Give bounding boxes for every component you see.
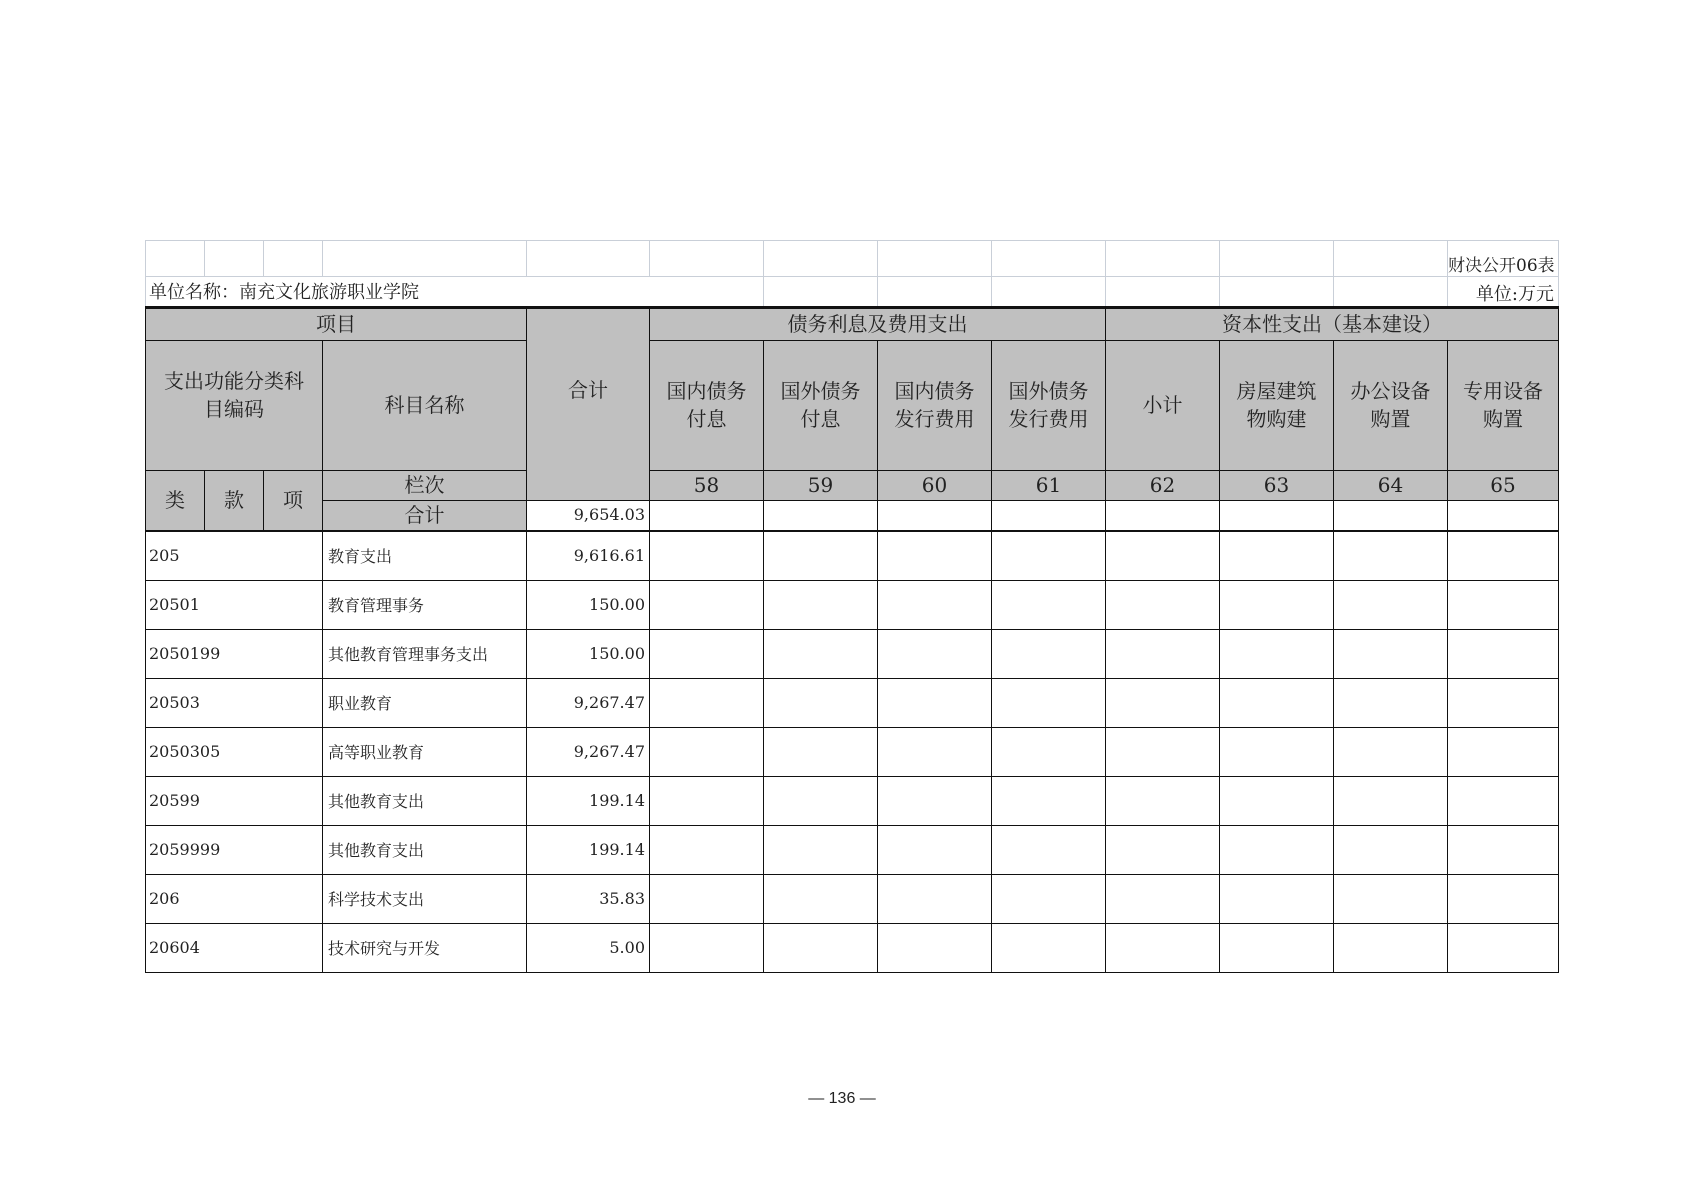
expenditure-table bbox=[145, 240, 1559, 308]
row-total: 9,267.47 bbox=[527, 727, 650, 776]
table-row bbox=[146, 629, 1559, 678]
header-sum-value: 9,654.03 bbox=[527, 500, 650, 530]
row-total: 9,267.47 bbox=[527, 678, 650, 727]
row-empty-cell bbox=[1448, 825, 1559, 874]
row-code: 2050199 bbox=[146, 629, 323, 678]
col-num-63: 63 bbox=[1220, 470, 1334, 500]
row-empty-cell bbox=[650, 776, 764, 825]
row-empty-cell bbox=[1220, 825, 1334, 874]
table-row bbox=[146, 580, 1559, 629]
header-lanci: 栏次 bbox=[323, 470, 527, 500]
header-xiang: 项 bbox=[264, 470, 323, 530]
header-col-subtotal: 小计 bbox=[1106, 340, 1220, 470]
row-empty-cell bbox=[764, 531, 878, 580]
row-empty-cell bbox=[764, 923, 878, 972]
row-subject-name: 高等职业教育 bbox=[323, 727, 527, 776]
row-code: 20604 bbox=[146, 923, 323, 972]
col-num-60: 60 bbox=[878, 470, 992, 500]
row-empty-cell bbox=[1334, 580, 1448, 629]
row-empty-cell bbox=[1334, 727, 1448, 776]
col-num-65: 65 bbox=[1448, 470, 1559, 500]
row-empty-cell bbox=[650, 678, 764, 727]
row-empty-cell bbox=[878, 825, 992, 874]
header-total: 合计 bbox=[527, 308, 650, 500]
header-col-special-equipment: 专用设备购置 bbox=[1448, 340, 1559, 470]
row-subject-name: 科学技术支出 bbox=[323, 874, 527, 923]
form-tag: 财决公开06表 bbox=[1448, 241, 1559, 277]
row-empty-cell bbox=[992, 531, 1106, 580]
unit-row bbox=[146, 277, 1559, 307]
row-subject-name: 技术研究与开发 bbox=[323, 923, 527, 972]
form-tag-row bbox=[146, 241, 1559, 277]
row-empty-cell bbox=[1334, 629, 1448, 678]
col-num-64: 64 bbox=[1334, 470, 1448, 500]
header-col-building: 房屋建筑物购建 bbox=[1220, 340, 1334, 470]
row-empty-cell bbox=[1448, 874, 1559, 923]
row-empty-cell bbox=[764, 678, 878, 727]
row-empty-cell bbox=[650, 580, 764, 629]
row-empty-cell bbox=[650, 629, 764, 678]
row-empty-cell bbox=[650, 727, 764, 776]
row-empty-cell bbox=[650, 531, 764, 580]
header-col-foreign-interest: 国外债务付息 bbox=[764, 340, 878, 470]
row-total: 150.00 bbox=[527, 580, 650, 629]
header-capital-group: 资本性支出（基本建设） bbox=[1106, 308, 1559, 340]
row-empty-cell bbox=[1106, 531, 1220, 580]
row-empty-cell bbox=[878, 678, 992, 727]
header-func-code: 支出功能分类科目编码 bbox=[146, 340, 323, 470]
row-empty-cell bbox=[878, 531, 992, 580]
header-col-foreign-issue-fee: 国外债务发行费用 bbox=[992, 340, 1106, 470]
row-subject-name: 教育支出 bbox=[323, 531, 527, 580]
col-num-59: 59 bbox=[764, 470, 878, 500]
header-kuan: 款 bbox=[205, 470, 264, 530]
table-row bbox=[146, 727, 1559, 776]
table-row bbox=[146, 678, 1559, 727]
col-num-62: 62 bbox=[1106, 470, 1220, 500]
row-empty-cell bbox=[1106, 678, 1220, 727]
row-empty-cell bbox=[992, 776, 1106, 825]
row-empty-cell bbox=[1106, 776, 1220, 825]
row-empty-cell bbox=[1448, 629, 1559, 678]
row-empty-cell bbox=[878, 776, 992, 825]
row-empty-cell bbox=[1448, 727, 1559, 776]
row-code: 20599 bbox=[146, 776, 323, 825]
row-empty-cell bbox=[1334, 531, 1448, 580]
col-num-58: 58 bbox=[650, 470, 764, 500]
row-empty-cell bbox=[1334, 874, 1448, 923]
row-code: 206 bbox=[146, 874, 323, 923]
row-empty-cell bbox=[1334, 825, 1448, 874]
unit-measure: 单位:万元 bbox=[1448, 277, 1559, 307]
row-total: 5.00 bbox=[527, 923, 650, 972]
row-empty-cell bbox=[1220, 580, 1334, 629]
row-empty-cell bbox=[878, 629, 992, 678]
row-empty-cell bbox=[878, 580, 992, 629]
table-header bbox=[145, 308, 1559, 531]
row-empty-cell bbox=[1106, 923, 1220, 972]
row-subject-name: 其他教育支出 bbox=[323, 776, 527, 825]
table-row bbox=[146, 776, 1559, 825]
header-subject-name: 科目名称 bbox=[323, 340, 527, 470]
header-col-domestic-issue-fee: 国内债务发行费用 bbox=[878, 340, 992, 470]
row-total: 9,616.61 bbox=[527, 531, 650, 580]
row-empty-cell bbox=[764, 874, 878, 923]
row-subject-name: 其他教育支出 bbox=[323, 825, 527, 874]
row-empty-cell bbox=[992, 825, 1106, 874]
header-project: 项目 bbox=[146, 308, 527, 340]
row-empty-cell bbox=[878, 727, 992, 776]
row-empty-cell bbox=[992, 629, 1106, 678]
row-empty-cell bbox=[764, 825, 878, 874]
row-code: 20501 bbox=[146, 580, 323, 629]
row-code: 2059999 bbox=[146, 825, 323, 874]
table-body bbox=[145, 531, 1559, 973]
row-total: 150.00 bbox=[527, 629, 650, 678]
row-empty-cell bbox=[1220, 874, 1334, 923]
header-sum-label: 合计 bbox=[323, 500, 527, 530]
row-empty-cell bbox=[992, 923, 1106, 972]
row-empty-cell bbox=[650, 825, 764, 874]
row-empty-cell bbox=[1448, 678, 1559, 727]
row-empty-cell bbox=[1220, 923, 1334, 972]
row-empty-cell bbox=[1334, 923, 1448, 972]
row-total: 199.14 bbox=[527, 776, 650, 825]
header-lei: 类 bbox=[146, 470, 205, 530]
header-col-domestic-interest: 国内债务付息 bbox=[650, 340, 764, 470]
row-empty-cell bbox=[1448, 531, 1559, 580]
row-empty-cell bbox=[1106, 874, 1220, 923]
row-empty-cell bbox=[1220, 629, 1334, 678]
row-empty-cell bbox=[764, 629, 878, 678]
row-empty-cell bbox=[1334, 678, 1448, 727]
row-total: 199.14 bbox=[527, 825, 650, 874]
row-empty-cell bbox=[650, 874, 764, 923]
row-total: 35.83 bbox=[527, 874, 650, 923]
row-empty-cell bbox=[992, 727, 1106, 776]
row-empty-cell bbox=[1334, 776, 1448, 825]
row-empty-cell bbox=[1106, 580, 1220, 629]
table-row bbox=[146, 825, 1559, 874]
row-code: 20503 bbox=[146, 678, 323, 727]
row-empty-cell bbox=[1106, 825, 1220, 874]
row-empty-cell bbox=[1220, 531, 1334, 580]
row-empty-cell bbox=[1220, 727, 1334, 776]
row-empty-cell bbox=[1220, 776, 1334, 825]
page-number: — 136 — bbox=[808, 1090, 876, 1107]
header-debt-group: 债务利息及费用支出 bbox=[650, 308, 1106, 340]
row-empty-cell bbox=[878, 923, 992, 972]
table-row bbox=[146, 531, 1559, 580]
row-empty-cell bbox=[764, 727, 878, 776]
col-num-61: 61 bbox=[992, 470, 1106, 500]
table-row bbox=[146, 874, 1559, 923]
row-empty-cell bbox=[878, 874, 992, 923]
row-subject-name: 其他教育管理事务支出 bbox=[323, 629, 527, 678]
final-accounts-table-sheet bbox=[145, 240, 1558, 973]
header-col-office-equipment: 办公设备购置 bbox=[1334, 340, 1448, 470]
row-empty-cell bbox=[992, 874, 1106, 923]
table-row bbox=[146, 923, 1559, 972]
row-empty-cell bbox=[1106, 629, 1220, 678]
row-empty-cell bbox=[1448, 580, 1559, 629]
row-empty-cell bbox=[764, 580, 878, 629]
row-empty-cell bbox=[1220, 678, 1334, 727]
unit-name: 单位名称：南充文化旅游职业学院 bbox=[146, 277, 764, 307]
row-code: 2050305 bbox=[146, 727, 323, 776]
row-empty-cell bbox=[992, 678, 1106, 727]
row-empty-cell bbox=[992, 580, 1106, 629]
row-subject-name: 职业教育 bbox=[323, 678, 527, 727]
row-code: 205 bbox=[146, 531, 323, 580]
row-empty-cell bbox=[1448, 923, 1559, 972]
row-empty-cell bbox=[650, 923, 764, 972]
row-subject-name: 教育管理事务 bbox=[323, 580, 527, 629]
row-empty-cell bbox=[764, 776, 878, 825]
row-empty-cell bbox=[1448, 776, 1559, 825]
row-empty-cell bbox=[1106, 727, 1220, 776]
